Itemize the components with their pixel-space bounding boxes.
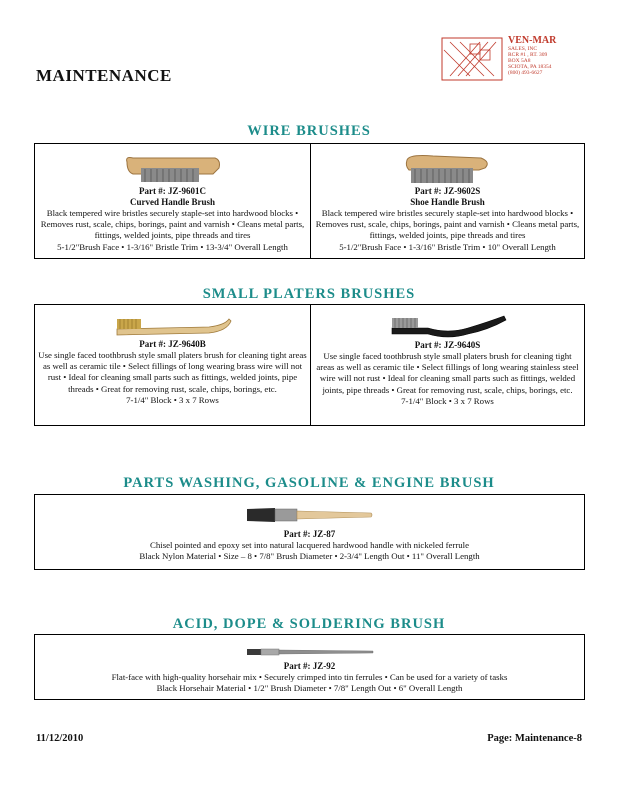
acid-brush-icon xyxy=(245,645,375,659)
product-spec: 5-1/2"Brush Face • 1-3/16" Bristle Trim • 13-3/4" Overall Length xyxy=(57,241,288,252)
product-spec: 7-1/4" Block • 3 x 7 Rows xyxy=(401,395,494,406)
section-title-wire-brushes: WIRE BRUSHES xyxy=(247,123,371,139)
part-number: Part #: JZ-9602S xyxy=(414,186,481,196)
wire-brush-shoe-handle-icon xyxy=(403,152,493,186)
product-cell-jz-9640s xyxy=(310,305,584,425)
section-title-small-platers-brushes: SMALL PLATERS BRUSHES xyxy=(202,286,416,302)
product-description: Black tempered wire bristles securely staple-set into hardwood blocks • Removes rust, scale, chips, borings, paint and varnish • Cleans metal parts, fittings, welded joints, pipe threads and tires xyxy=(40,208,305,241)
product-cell-jz-92 xyxy=(35,635,584,699)
section-title-acid-dope-soldering-brush: ACID, DOPE & SOLDERING BRUSH xyxy=(172,616,446,632)
logo-line: RCR #1 , RT. 309 xyxy=(508,52,548,58)
logo-text xyxy=(508,36,588,76)
product-description: Flat-face with high-quality horsehair mix • Securely crimped into tin ferrules • Can be used for a variety of tasks xyxy=(111,672,508,682)
part-number: Part #: JZ-9640S xyxy=(414,340,481,350)
product-description: Use single faced toothbrush style small platers brush for cleaning tight areas as well as ceramic tile • Select fillings of long wearing stainless steel wire will not rust • Ideal for cleaning small parts such as fittings, welded joints, pipe threads • Great for removing rust, scale, chips, borings, etc. xyxy=(316,351,579,395)
part-number: Part #: JZ-9601C xyxy=(139,186,206,196)
logo-grid-icon xyxy=(440,36,504,82)
product-description: Use single faced toothbrush style small platers brush for cleaning tight areas as well as ceramic tile • Select fillings of long wearing brass wire will not rust • Ideal for cleaning small parts such as fittings, welded joints, pipe threads • Great for removing rust, scale, chips, borings, etc. xyxy=(38,350,307,394)
logo-line: BOX 5A8 xyxy=(508,58,531,64)
wire-brush-curved-handle-icon xyxy=(123,152,223,186)
product-spec: Black Horsehair Material • 1/2" Brush Diameter • 7/8" Length Out • 6" Overall Length xyxy=(156,683,463,694)
page-title: MAINTENANCE xyxy=(36,66,172,85)
parts-washing-brush-icon xyxy=(245,505,375,525)
product-cell-jz-9602s xyxy=(310,144,584,258)
product-name: Shoe Handle Brush xyxy=(410,197,485,207)
product-description: Chisel pointed and epoxy set into natural lacquered hardwood handle with nickeled ferrule xyxy=(149,540,470,550)
product-spec: Black Nylon Material • Size – 8 • 7/8" Brush Diameter • 2-3/4" Length Out • 11" Overall Length xyxy=(139,551,480,562)
platers-brushes-table xyxy=(34,304,585,426)
platers-brush-stainless-icon xyxy=(388,312,508,340)
wire-brushes-table xyxy=(34,143,585,259)
platers-brush-brass-icon xyxy=(113,313,233,339)
product-cell-jz-9601c xyxy=(35,144,310,258)
footer-page-label: Page: Maintenance-8 xyxy=(487,733,582,744)
product-name: Curved Handle Brush xyxy=(129,197,216,207)
section-title-parts-washing-brush: PARTS WASHING, GASOLINE & ENGINE BRUSH xyxy=(123,475,495,491)
product-description: Black tempered wire bristles securely staple-set into hardwood blocks • Removes rust, scale, chips, borings, paint and varnish • Cleans metal parts, fittings, welded joints, pipe threads and tires xyxy=(315,208,580,241)
acid-brush-table xyxy=(34,634,585,700)
footer-date: 11/12/2010 xyxy=(36,733,84,744)
parts-washing-table xyxy=(34,494,585,570)
logo-line: SCIOTA, PA 18354 xyxy=(508,64,552,70)
part-number: Part #: JZ-9640B xyxy=(139,339,206,349)
product-spec: 7-1/4" Block • 3 x 7 Rows xyxy=(126,394,219,405)
part-number: Part #: JZ-87 xyxy=(283,529,336,539)
logo-brand: VEN-MAR xyxy=(508,35,557,46)
product-cell-jz-9640b xyxy=(35,305,310,425)
product-cell-jz-87 xyxy=(35,495,584,569)
part-number: Part #: JZ-92 xyxy=(283,661,336,671)
logo-line: SALES, INC xyxy=(508,46,538,52)
ven-mar-logo xyxy=(440,36,580,82)
product-spec: 5-1/2"Brush Face • 1-3/16" Bristle Trim • 10" Overall Length xyxy=(339,241,556,252)
logo-line: (800) 493-6627 xyxy=(508,70,543,76)
